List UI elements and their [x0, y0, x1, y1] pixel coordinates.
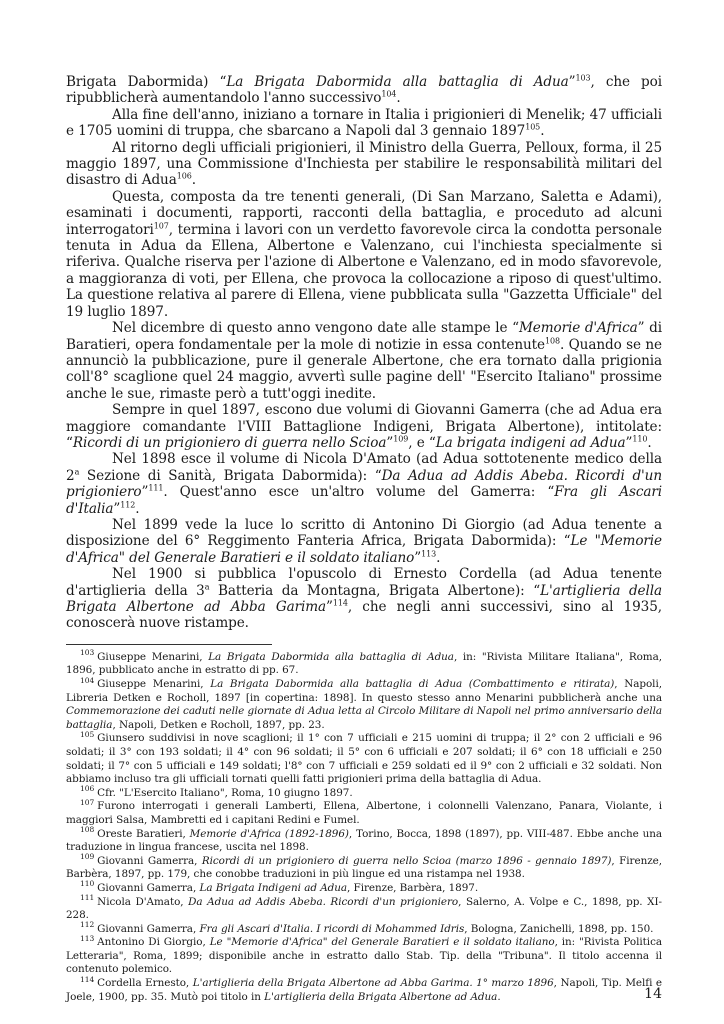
text-run: .: [396, 90, 401, 107]
text-run: Nel 1900 si pubblica l'opuscolo di Ernesto Cordella (ad Adua tenente d'artiglieria della 3: [66, 566, 662, 599]
note-reference: 111: [148, 483, 164, 493]
footnote-number: 112: [80, 920, 95, 930]
page-content: [66, 74, 662, 1004]
text-run: , e “: [408, 434, 436, 451]
italic-title: L'artiglieria della Brigata Albertone ad Adua: [264, 990, 498, 1003]
text-run: .: [135, 500, 140, 517]
text-run: , Bologna, Zanichelli, 1898, pp. 150.: [464, 922, 654, 935]
text-run: , in: "Rivista Militare Italiana", Roma, 1896, pubblicato anche in estratto di pp. 67.: [66, 650, 663, 677]
text-run: , termina i lavori con un verdetto favorevole circa la condotta personale tenuta in Adua da Ellena, Albertone e Valenzano, cui l'inchiesta specialmente si riferiva. Qualche riserva per l'azione di Albertone e Valenzano, ed in modo sfavorevole, a maggioranza di voti, per Ellena, che provoca la collocazione a riposo di quest'ultimo. La questione relativa al parere di Ellena, viene pubblicata sulla "Gazzetta Ufficiale" del 19 luglio 1897.: [66, 221, 662, 320]
note-reference: 104: [381, 89, 397, 99]
note-reference: 106: [176, 171, 192, 181]
footnote: [66, 784, 662, 801]
italic-title: Commemorazione dei caduti nelle giornate di Adua letta al Circolo Militare di Napoli nel primo anniversario della battaglia: [66, 705, 662, 731]
text-run: Giunsero suddivisi in nove scaglioni; il 1° con 7 ufficiali e 215 uomini di truppa; il 2° con 2 ufficiali e 96 soldati; il 3° con 193 soldati; il 4° con 96 soldati; il 5° con 6 ufficiali e 207 soldati; il 6° con 18 ufficiali e 250 soldati; il 7° con 5 ufficiali e 149 soldati; l'8° con 7 ufficiali e 259 soldati ed il 9° con 2 ufficiali e 32 soldati. Non abbiamo incluso tra gli ufficiali tornati quelli fatti prigionieri prima della battaglia di Adua.: [66, 732, 662, 786]
italic-title: Ricordi di un prigioniero di guerra nello Scioa (marzo 1896 - gennaio 1897): [201, 854, 612, 867]
italic-title: Le "Memorie d'Africa" del Generale Baratieri e il soldato italiano: [66, 533, 662, 566]
footnote: [66, 920, 662, 937]
text-run: , che negli anni successivi, sino al 1935, conoscerà nuove ristampe.: [66, 599, 662, 632]
text-run: .: [647, 434, 652, 451]
paragraph: [66, 189, 662, 320]
note-reference: 112: [120, 500, 136, 510]
text-run: , Salerno, A. Volpe e C., 1898, pp. XI-228.: [66, 895, 662, 922]
footnote: [66, 893, 662, 923]
footnote: [66, 675, 662, 732]
footnote-number: 103: [80, 648, 95, 658]
italic-title: Fra gli Ascari d'Italia: [66, 484, 662, 517]
italic-title: Memorie d'Africa (1892-1896): [189, 827, 349, 840]
footnote-number: 114: [80, 974, 95, 984]
footnote: [66, 797, 662, 827]
text-run: , che poi ripubblicherà aumentandolo l'anno successivo: [66, 74, 662, 107]
paragraph: [66, 140, 662, 189]
text-run: Brigata Dabormida) “: [66, 74, 227, 90]
italic-title: L'artiglieria della Brigata Albertone ad Abba Garima. 1° marzo 1896: [192, 977, 554, 990]
text-run: Antonino Di Giorgio,: [97, 936, 210, 949]
text-run: , Firenze, Barbèra, 1897, pp. 179, che conobbe traduzioni in più lingue ed una ristampa nel 1938.: [66, 854, 662, 881]
text-run: . Quest'anno esce un'altro volume del Gamerra: “: [163, 484, 555, 501]
footnote-number: 113: [80, 933, 95, 943]
note-reference: a: [204, 582, 210, 592]
text-run: Al ritorno degli ufficiali prigionieri, il Ministro della Guerra, Pelloux, forma, il 25 maggio 1897, una Commissione d'Inchiesta per stabilire le responsabilità militari del disastro di Adua: [66, 139, 662, 189]
text-run: Giovanni Gamerra,: [97, 881, 200, 894]
text-run: Nel dicembre di questo anno vengono date alle stampe le “: [112, 320, 519, 337]
text-run: Cfr. "L'Esercito Italiano", Roma, 10 giugno 1897.: [97, 786, 353, 799]
italic-title: La Brigata Dabormida alla battaglia di Adua: [226, 74, 569, 90]
text-run: , Firenze, Barbèra, 1897.: [347, 881, 479, 894]
text-run: Sempre in quel 1897, escono due volumi di Giovanni Gamerra (che ad Adua era maggiore comandante l'VIII Battaglione Indigeni, Brigata Albertone), intitolate: “: [66, 402, 662, 451]
paragraph: [66, 566, 662, 632]
footnote-separator: [66, 644, 272, 645]
note-reference: 103: [575, 73, 591, 83]
text-run: Cordella Ernesto,: [97, 977, 193, 990]
text-run: Furono interrogati i generali Lamberti, Ellena, Albertone, i colonnelli Valenzano, Panara, Violante, i maggiori Salsa, Mambretti ed i capitani Redini e Fumel.: [66, 800, 662, 826]
footnote-number: 111: [80, 893, 95, 903]
text-run: Oreste Baratieri,: [97, 827, 190, 840]
text-run: .: [436, 549, 441, 566]
footnote: [66, 879, 662, 896]
text-run: ”: [326, 599, 333, 615]
footnote: [66, 825, 663, 855]
footnote: [66, 648, 663, 678]
paragraph: [66, 402, 662, 451]
paragraph: [66, 320, 662, 402]
note-reference: 105: [525, 122, 541, 132]
note-reference: 109: [393, 434, 409, 444]
text-run: Alla fine dell'anno, iniziano a tornare in Italia i prigionieri di Menelik; 47 ufficiali e 1705 uomini di truppa, che sbarcano a Napoli dal 3 gennaio 1897: [66, 106, 662, 140]
italic-title: La Brigata Indigeni ad Adua: [199, 881, 348, 894]
text-run: Nel 1899 vede la luce lo scritto di Antonino Di Giorgio (ad Adua tenente a disposizione del 6° Reggimento Fanteria Africa, Brigata Dabormida): “: [66, 516, 662, 550]
text-run: ”: [141, 484, 149, 501]
italic-title: La Brigata Dabormida alla battaglia di Adua: [208, 650, 454, 663]
footnote-number: 110: [80, 879, 95, 889]
text-run: ”: [386, 434, 394, 451]
text-run: ”: [113, 500, 121, 517]
text-run: , Napoli, Detken e Rocholl, 1897, pp. 23.: [112, 718, 325, 731]
footnotes: [66, 648, 663, 1004]
italic-title: Memorie d'Africa: [518, 320, 638, 337]
page-number: 14: [644, 986, 662, 1002]
italic-title: L'artiglieria della Brigata Albertone ad Abba Garima: [66, 582, 662, 615]
text-run: .: [191, 172, 196, 189]
text-run: Giuseppe Menarini,: [97, 650, 209, 663]
footnote-number: 107: [80, 797, 95, 807]
footnote: [66, 852, 662, 882]
text-run: ”: [414, 549, 422, 566]
footnote-number: 106: [80, 784, 95, 794]
text-run: Giuseppe Menarini,: [97, 678, 211, 690]
text-run: , Napoli, Libreria Detken e Rocholl, 1897 [in copertina: 1898]. In questo stesso anno Menarini pubblicherà anche una: [66, 678, 662, 704]
footnote: [66, 729, 662, 786]
text-run: Nicola D'Amato,: [97, 895, 189, 908]
text-run: Nel 1898 esce il volume di Nicola D'Amato (ad Adua sottotenente medico della 2: [66, 451, 662, 484]
text-run: Questa, composta da tre tenenti generali, (Di San Marzano, Saletta e Adami), esaminati i documenti, rapporti, racconti della battaglia, e proceduto ad alcuni interrogatori: [66, 188, 662, 238]
text-run: Sezione di Sanità, Brigata Dabormida): “: [79, 467, 382, 484]
paragraph: [66, 107, 662, 140]
footnote-number: 104: [80, 675, 95, 685]
text-run: ”: [568, 74, 576, 90]
text-run: .: [540, 123, 545, 140]
note-reference: 108: [544, 335, 560, 345]
italic-title: La brigata indigeni ad Adua: [435, 434, 626, 451]
note-reference: a: [74, 467, 80, 477]
text-run: Giovanni Gamerra,: [97, 854, 202, 867]
italic-title: Fra gli Ascari d'Italia. I ricordi di Mohammed Idris: [199, 922, 465, 935]
text-run: .: [497, 990, 501, 1003]
text-run: ”: [625, 434, 633, 451]
text-run: , Torino, Bocca, 1898 (1897), pp. VIII-487. Ebbe anche una traduzione in lingua francese, uscita nel 1898.: [66, 827, 663, 854]
italic-title: Ricordi di un prigioniero di guerra nello Scioa: [72, 434, 387, 451]
paragraph: [66, 74, 662, 107]
footnote-number: 108: [80, 825, 95, 835]
note-reference: 110: [632, 434, 648, 444]
italic-title: Da Adua ad Addis Abeba. Ricordi d'un prigioniero: [188, 895, 459, 908]
italic-title: La Brigata Dabormida alla battaglia di Adua (Combattimento e ritirata): [210, 678, 615, 690]
text-run: ” di Baratieri, opera fondamentale per la mole di notizie in essa contenute: [66, 320, 662, 353]
note-reference: 114: [332, 598, 348, 608]
text-run: , Napoli, Tip. Melfi e Joele, 1900, pp. 35. Mutò poi titolo in: [66, 977, 663, 1003]
paragraph: [66, 451, 662, 517]
footnote: [66, 974, 663, 1004]
text-run: Giovanni Gamerra,: [97, 922, 200, 935]
footnote-number: 109: [80, 852, 95, 862]
text-run: . Quando se ne annunciò la pubblicazione, pure il generale Albertone, che era tornato dalla prigionia coll'8° scaglione quel 24 maggio, avvertì sulle pagine dell' "Esercito Italiano" prossime anche le sue, rimaste però a tutt'oggi inedite.: [66, 336, 663, 402]
italic-title: Le "Memorie d'Africa" del Generale Baratieri e il soldato italiano: [209, 936, 555, 949]
text-run: , in: "Rivista Politica Letteraria", Roma, 1899; disponibile anche in estratto dallo Stab. Tip. della "Tribuna". Il titolo accenna il contenuto polemico.: [66, 936, 662, 976]
footnote-number: 105: [80, 729, 95, 739]
body-text: [66, 74, 662, 632]
text-run: Batteria da Montagna, Brigata Albertone): “: [209, 582, 541, 599]
footnote: [66, 933, 662, 977]
note-reference: 107: [153, 221, 169, 231]
note-reference: 113: [421, 549, 437, 559]
paragraph: [66, 517, 662, 566]
italic-title: Da Adua ad Addis Abeba. Ricordi d'un prigioniero: [66, 467, 662, 501]
